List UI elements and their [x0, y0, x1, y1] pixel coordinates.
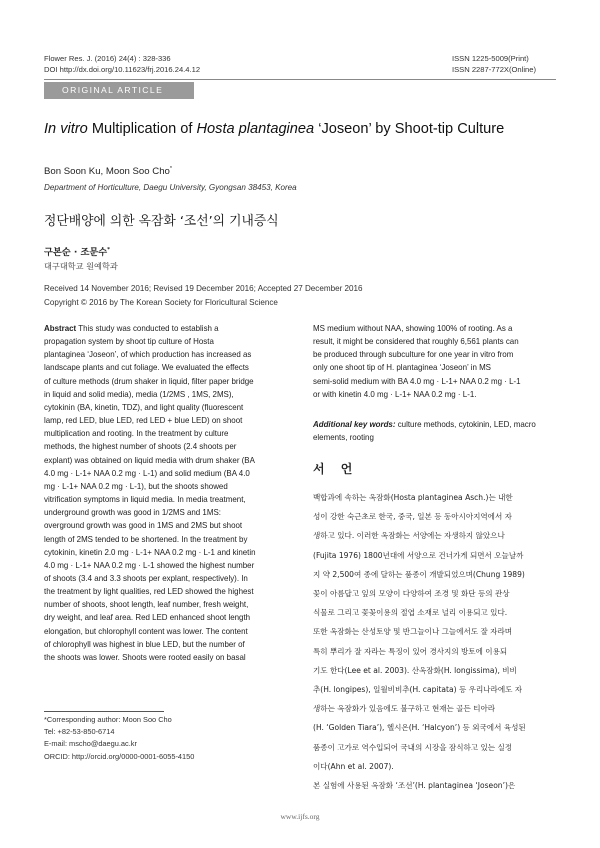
history-dates: Received 14 November 2016; Revised 19 December 2016; Accepted 27 December 2016	[44, 284, 363, 293]
abstract-line: the shoots was lower. Shoots were rooted easily on basal	[44, 652, 246, 662]
intro-line: 지 약 2,500여 종에 달하는 품종이 개발되었으며(Chung 1989)	[313, 569, 525, 579]
intro-body	[313, 488, 556, 795]
korean-authors: 구본순 · 조문수*	[44, 246, 111, 258]
intro-line: 성이 강한 숙근초로 한국, 중국, 일본 등 동아시아지역에서 자	[313, 512, 512, 522]
abstract-line: 4.0 mg · L-1+ NAA 0.2 mg · L-1 showed the highest number	[44, 560, 255, 570]
abstract-line: mg · L-1+ NAA 0.2 mg · L-1), but the shoots showed	[44, 481, 228, 491]
issn-block	[452, 54, 536, 75]
intro-line: (Fujita 1976) 1800년대에 서양으로 건너가게 되면서 오늘날까	[313, 550, 524, 560]
article-dates	[44, 282, 363, 309]
article-title: In vitro Multiplication of Hosta plantaginea ‘Joseon’ by Shoot-tip Culture	[44, 121, 505, 137]
abstract-line: Abstract This study was conducted to establish a	[44, 324, 219, 333]
abstract-line: propagation system by shoot tip culture of Hosta	[44, 337, 214, 347]
abstract-line: number of shoots, shoot length, leaf number, fresh weight,	[44, 600, 249, 610]
intro-line: 특히 뿌리가 잘 자라는 특징이 있어 경사지의 방토에 이용되	[313, 646, 508, 656]
abstract-line: cytokinin (BA, kinetin, TDZ), and light quality (fluorescent	[44, 402, 244, 412]
article-type-badge: ORIGINAL ARTICLE	[44, 82, 194, 99]
abstract-line: semi-solid medium with BA 4.0 mg · L-1+ NAA 0.2 mg · L-1	[313, 376, 521, 386]
abstract-line: of chlorophyll was highest in blue LED, but the number of	[44, 639, 245, 649]
copyright-line: Copyright © 2016 by The Korean Society for Floricultural Science	[44, 297, 278, 307]
abstract-line: dry weight, and leaf area. Red LED enhanced shoot length	[44, 613, 251, 623]
keywords: Additional key words: culture methods, cytokinin, LED, macro elements, rooting	[313, 420, 536, 443]
intro-line: 생하는 옥잠화가 있음에도 불구하고 현재는 골든 티아라	[313, 704, 496, 714]
journal-citation	[44, 54, 200, 75]
abstract-line: multiplication and rooting. In the treatment by culture	[44, 429, 229, 439]
abstract-line: cytokinin, kinetin 2.0 mg · L-1+ NAA 0.2 mg · L-1 and kinetin	[44, 547, 256, 557]
abstract-line: the treatment by light qualities, red LED showed the highest	[44, 587, 254, 597]
footnote	[44, 714, 194, 763]
abstract-right	[313, 322, 556, 401]
intro-line: 본 실험에 사용된 옥잠화 ‘조선’(H. plantaginea ‘Joseon’)은	[313, 781, 516, 791]
intro-line: 기도 한다(Lee et al. 2003). 산옥잠화(H. longissima), 비비	[313, 665, 517, 675]
intro-line: 품종이 고가로 역수입되어 국내의 시장을 잠식하고 있는 실정	[313, 742, 513, 752]
intro-line: 또한 옥잠화는 산성토양 및 반그늘이나 그늘에서도 잘 자라며	[313, 627, 513, 637]
author-list: Bon Soon Ku, Moon Soo Cho*	[44, 165, 173, 177]
section-heading-intro: 서 언	[313, 462, 359, 476]
issn-online: ISSN 2287-772X(Online)	[452, 64, 536, 74]
abstract-line: length of 2MS tended to be shortened. In the treatment by	[44, 534, 248, 544]
footnote-tel: Tel: +82-53-850-6714	[44, 727, 115, 737]
abstract-line: lamp, red LED, blue LED, red LED + blue LED) on shoot	[44, 416, 243, 426]
journal-line: Flower Res. J. (2016) 24(4) : 328-336	[44, 54, 171, 63]
intro-line: 이다(Ahn et al. 2007).	[313, 761, 394, 771]
doi-link[interactable]: DOI http://dx.doi.org/10.11623/frj.2016.24.4.12	[44, 64, 201, 74]
korean-title: 정단배양에 의한 옥잠화 ‘조선’의 기내증식	[44, 214, 279, 229]
abstract-line: only one shoot tip of H. plantaginea ‘Joseon’ in MS	[313, 363, 491, 373]
keywords-label: Additional key words:	[313, 420, 396, 429]
intro-line: 백합과에 속하는 옥잠화(Hosta plantaginea Asch.)는 내한	[313, 493, 513, 502]
header-rule	[44, 79, 556, 80]
abstract-line: 4.0 mg · L-1+ NAA 0.2 mg · L-1) and solid medium (BA 4.0	[44, 468, 250, 478]
abstract-line: methods, the highest number of shoots (2.4 shoots per	[44, 442, 237, 452]
footnote-email[interactable]: E-mail: mscho@daegu.ac.kr	[44, 739, 137, 749]
abstract-line: landscape plants and cut foliage. We evaluated the effects	[44, 363, 249, 373]
abstract-line: be produced through subculture for one year in vitro from	[313, 350, 514, 360]
footer-url[interactable]: www.ijfs.org	[280, 812, 320, 821]
footnote-orcid[interactable]: ORCID: http://orcid.org/0000-0001-6055-4150	[44, 751, 195, 761]
intro-line: 꽃이 아름답고 잎의 모양이 다양하여 조경 및 화단 등의 관상	[313, 589, 510, 599]
korean-affiliation: 대구대학교 원예학과	[44, 261, 118, 271]
abstract-line: result, it might be considered that roughly 6,561 plants can	[313, 337, 519, 347]
abstract-line: in liquid and solid media), media (1/2MS , 1MS, 2MS),	[44, 389, 234, 399]
abstract-line: underground growth was good in 1/2MS and 1MS:	[44, 508, 221, 518]
abstract-left	[44, 322, 292, 664]
abstract-line: or with kinetin 4.0 mg · L-1+ NAA 0.2 mg · L-1.	[313, 389, 477, 399]
issn-print: ISSN 1225-5009(Print)	[452, 54, 529, 63]
intro-line: 추(H. longipes), 일월비비추(H. capitata) 등 우리나라에도 자	[313, 685, 523, 695]
abstract-line: explant) was obtained on liquid media with drum shaker (BA	[44, 455, 255, 465]
corresponding-author: *Corresponding author: Moon Soo Cho	[44, 715, 172, 724]
affiliation: Department of Horticulture, Daegu University, Gyongsan 38453, Korea	[44, 183, 297, 192]
intro-line: (H. ‘Golden Tiara’), 헬시온(H. ‘Halcyon’) 등 외국에서 육성된	[313, 723, 526, 733]
intro-line: 생하고 있다. 이러한 옥잠화는 서양에는 자생하지 않았으나	[313, 531, 505, 541]
abstract-line: vitrification symptoms in liquid media. In media treatment,	[44, 495, 246, 505]
abstract-label: Abstract	[44, 324, 77, 333]
abstract-line: plantaginea ‘Joseon’, of which production has increased as	[44, 350, 252, 360]
abstract-line: overground growth was good in 1MS and 2MS but shoot	[44, 521, 243, 531]
abstract-line: elongation, but chlorophyll content was lower. The content	[44, 626, 248, 636]
abstract-line: MS medium without NAA, showing 100% of rooting. As a	[313, 324, 513, 333]
footnote-rule	[44, 711, 164, 712]
abstract-line: of shoots (3.4 and 3.3 shoots per explant, respectively). In	[44, 573, 248, 583]
intro-line: 식물로 그리고 꽃꽂이용의 절엽 소재로 널리 이용되고 있다.	[313, 608, 508, 618]
abstract-line: of culture methods (drum shaker in liquid, filter paper bridge	[44, 376, 254, 386]
